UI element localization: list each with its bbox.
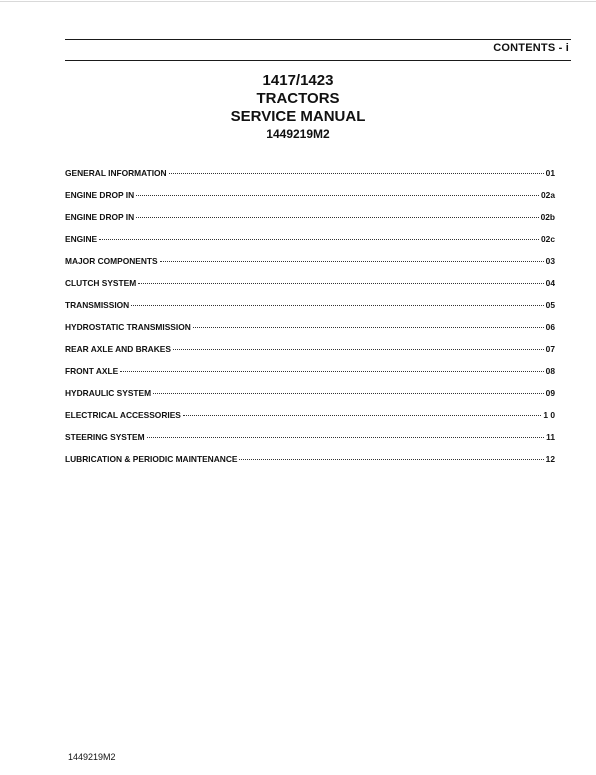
toc-entry-title: CLUTCH SYSTEM <box>65 278 137 288</box>
toc-entry-page: 02c <box>541 234 555 244</box>
toc-entry-page: 03 <box>545 256 555 266</box>
toc-dot-leader <box>173 349 544 350</box>
toc-entry-page: 09 <box>545 388 555 398</box>
toc-entry-page: 12 <box>545 454 555 464</box>
toc-row[interactable] <box>65 168 555 190</box>
toc-entry-page: 05 <box>545 300 555 310</box>
toc-row[interactable] <box>65 388 555 410</box>
toc-entry-title: ENGINE <box>65 234 98 244</box>
toc-dot-leader <box>193 327 544 328</box>
part-number-title: 1449219M2 <box>266 127 330 141</box>
toc-entry-page: 01 <box>545 168 555 178</box>
toc-row[interactable] <box>65 190 555 212</box>
toc-entry-page: 07 <box>545 344 555 354</box>
toc-dot-leader <box>160 261 544 262</box>
toc-dot-leader <box>183 415 541 416</box>
toc-entry-title: LUBRICATION & PERIODIC MAINTENANCE <box>65 454 238 464</box>
toc-entry-title: GENERAL INFORMATION <box>65 168 167 178</box>
toc-dot-leader <box>131 305 543 306</box>
manual-title: SERVICE MANUAL <box>230 108 366 125</box>
toc-entry-title: STEERING SYSTEM <box>65 432 145 442</box>
header-rule-bottom <box>65 60 571 61</box>
toc-entry-title: FRONT AXLE <box>65 366 119 376</box>
toc-entry-page: 11 <box>546 432 555 442</box>
toc-dot-leader <box>138 283 543 284</box>
toc-dot-leader <box>239 459 543 460</box>
toc-dot-leader <box>120 371 543 372</box>
toc-entry-page: 02a <box>541 190 555 200</box>
model-title: 1417/1423 <box>262 72 334 89</box>
header-rule-top <box>65 39 571 40</box>
section-header-label: CONTENTS - i <box>493 42 569 54</box>
toc-dot-leader <box>169 173 544 174</box>
toc-entry-title: ENGINE DROP IN <box>65 190 135 200</box>
toc-entry-page: 08 <box>545 366 555 376</box>
toc-entry-title: MAJOR COMPONENTS <box>65 256 158 266</box>
toc-row[interactable] <box>65 278 555 300</box>
toc-row[interactable] <box>65 432 555 454</box>
toc-row[interactable] <box>65 234 555 256</box>
toc-entry-title: HYDRAULIC SYSTEM <box>65 388 152 398</box>
toc-row[interactable] <box>65 256 555 278</box>
title-block <box>0 72 596 142</box>
toc-entry-title: REAR AXLE AND BRAKES <box>65 344 171 354</box>
toc-dot-leader <box>153 393 544 394</box>
toc-entry-page: 1 0 <box>543 410 555 420</box>
toc-entry-title: ENGINE DROP IN <box>65 212 135 222</box>
toc-entry-page: 06 <box>545 322 555 332</box>
product-type-title: TRACTORS <box>256 90 340 107</box>
toc-dot-leader <box>147 437 545 438</box>
table-of-contents <box>65 168 555 476</box>
toc-dot-leader <box>136 195 539 196</box>
top-hairline <box>0 1 596 2</box>
toc-entry-page: 02b <box>540 212 555 222</box>
toc-row[interactable] <box>65 344 555 366</box>
toc-dot-leader <box>99 239 539 240</box>
toc-row[interactable] <box>65 410 555 432</box>
toc-row[interactable] <box>65 212 555 234</box>
toc-row[interactable] <box>65 454 555 476</box>
toc-row[interactable] <box>65 366 555 388</box>
toc-entry-title: ELECTRICAL ACCESSORIES <box>65 410 181 420</box>
footer-part-number: 1449219M2 <box>68 752 116 762</box>
toc-row[interactable] <box>65 300 555 322</box>
toc-dot-leader <box>136 217 538 218</box>
toc-row[interactable] <box>65 322 555 344</box>
toc-entry-page: 04 <box>545 278 555 288</box>
toc-entry-title: HYDROSTATIC TRANSMISSION <box>65 322 191 332</box>
toc-entry-title: TRANSMISSION <box>65 300 130 310</box>
